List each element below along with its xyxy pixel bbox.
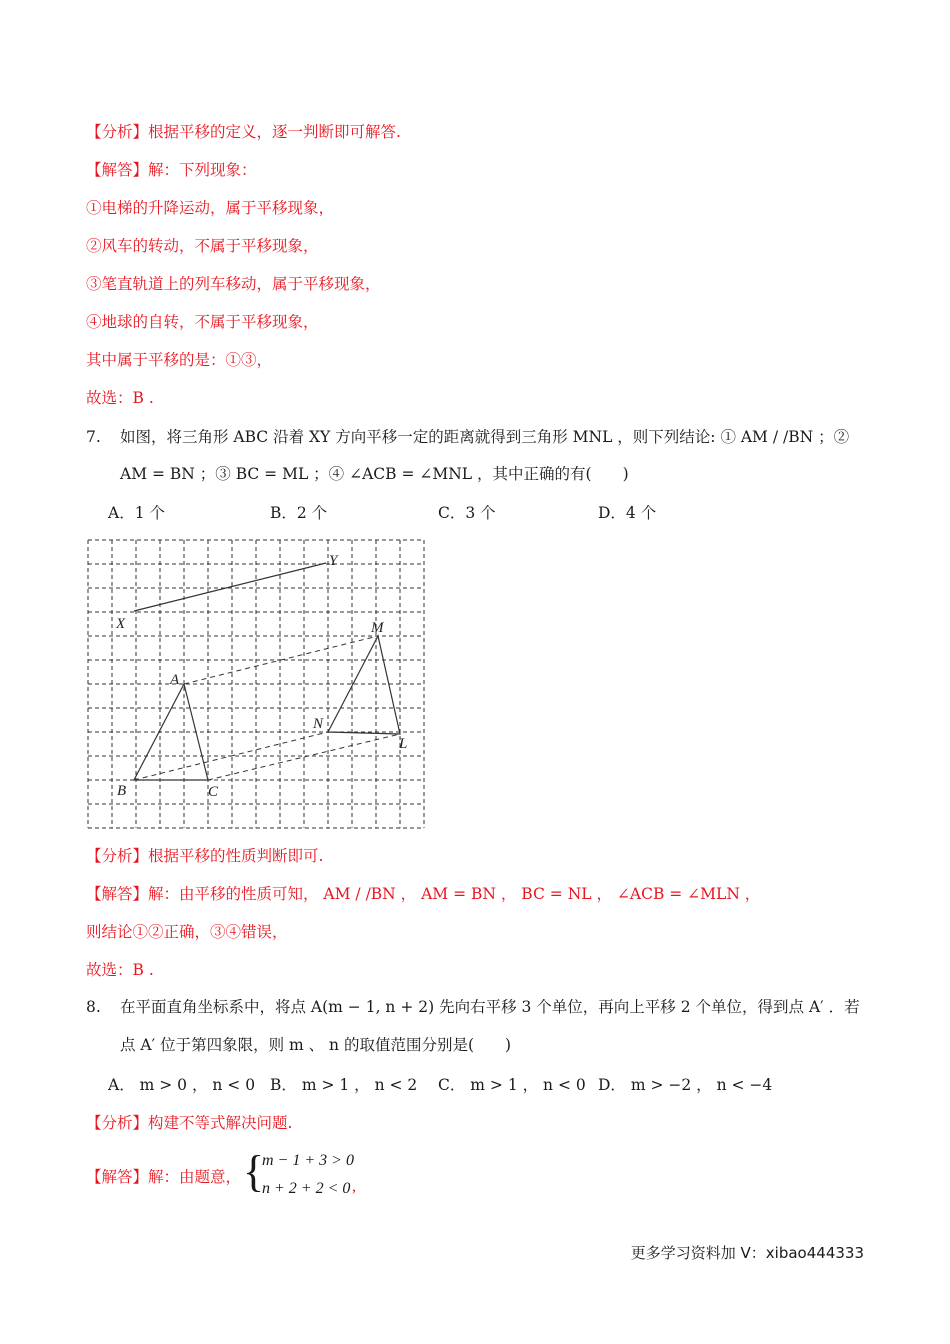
q7-option-c[interactable]: C．3 个	[438, 504, 496, 522]
q7-option-b[interactable]: B．2 个	[270, 504, 328, 522]
figure-grid	[88, 540, 424, 828]
q7-stem-line1: 如图，将三角形 ABC 沿着 XY 方向平移一定的距离就得到三角形 MNL ，则下列结论: ① AM / /BN ；②	[120, 428, 850, 446]
label-c: C	[208, 784, 219, 800]
q8-stem-line1: 在平面直角坐标系中，将点 A(m − 1, n + 2) 先向右平移 3 个单位，再向上平移 2 个单位，得到点 A′ ．若	[120, 998, 860, 1016]
q7-choice: 故选：B .	[86, 961, 154, 979]
q8-stem-line2: 点 A′ 位于第四象限，则 m 、 n 的取值范围分别是( )	[120, 1036, 512, 1054]
label-m: M	[371, 620, 384, 636]
label-x: X	[116, 616, 126, 632]
q7-figure	[80, 532, 430, 832]
q8-option-a[interactable]: A． m > 0 ， n < 0	[108, 1076, 256, 1094]
q6-analysis: 【分析】根据平移的定义，逐一判断即可解答.	[86, 123, 401, 141]
q6-item-4: ④地球的自转，不属于平移现象，	[86, 313, 319, 331]
q6-choice: 故选：B .	[86, 389, 154, 407]
triangle-mnl	[328, 636, 400, 734]
system-line-1: m − 1 + 3 > 0	[262, 1152, 354, 1169]
q8-option-b[interactable]: B． m > 1 ， n < 2	[270, 1076, 418, 1094]
q8-option-d[interactable]: D． m > −2 ， n < −4	[598, 1076, 773, 1094]
label-b: B	[117, 783, 127, 799]
q7-conclusion: 则结论①②正确，③④错误，	[86, 923, 288, 941]
q6-conclusion: 其中属于平移的是：①③，	[86, 351, 273, 369]
q6-item-1: ①电梯的升降运动，属于平移现象，	[86, 199, 335, 217]
label-a: A	[170, 672, 180, 688]
q7-option-d[interactable]: D．4 个	[598, 504, 657, 522]
q7-stem-line2: AM = BN ；③ BC = ML ；④ ∠ACB = ∠MNL ，其中正确的有( )	[120, 465, 629, 483]
system-tail: ,	[352, 1178, 356, 1195]
label-n: N	[313, 716, 324, 732]
label-y: Y	[329, 553, 338, 569]
q7-option-a[interactable]: A．1 个	[108, 504, 165, 522]
q8-number: 8.	[86, 998, 101, 1016]
q7-answer: 【解答】解：由平移的性质可知， AM / /BN ， AM = BN ， BC = NL ， ∠ACB = ∠MLN ，	[86, 885, 761, 903]
system-line-2: n + 2 + 2 < 0	[262, 1180, 351, 1197]
q8-answer-head: 【解答】解：由题意，	[86, 1168, 242, 1186]
q7-number: 7.	[86, 428, 101, 446]
segment-xy	[134, 563, 326, 611]
q6-item-2: ②风车的转动，不属于平移现象，	[86, 237, 319, 255]
footer-note: 更多学习资料加 V：xibao444333	[630, 1244, 864, 1262]
system-brace: {	[243, 1147, 265, 1196]
q8-option-c[interactable]: C． m > 1 ， n < 0	[438, 1076, 586, 1094]
q6-item-3: ③笔直轨道上的列车移动，属于平移现象，	[86, 275, 381, 293]
label-l: L	[399, 736, 408, 752]
q7-analysis: 【分析】根据平移的性质判断即可.	[86, 847, 324, 865]
q6-answer-head: 【解答】解：下列现象：	[86, 161, 257, 179]
q8-analysis: 【分析】构建不等式解决问题.	[86, 1114, 293, 1132]
